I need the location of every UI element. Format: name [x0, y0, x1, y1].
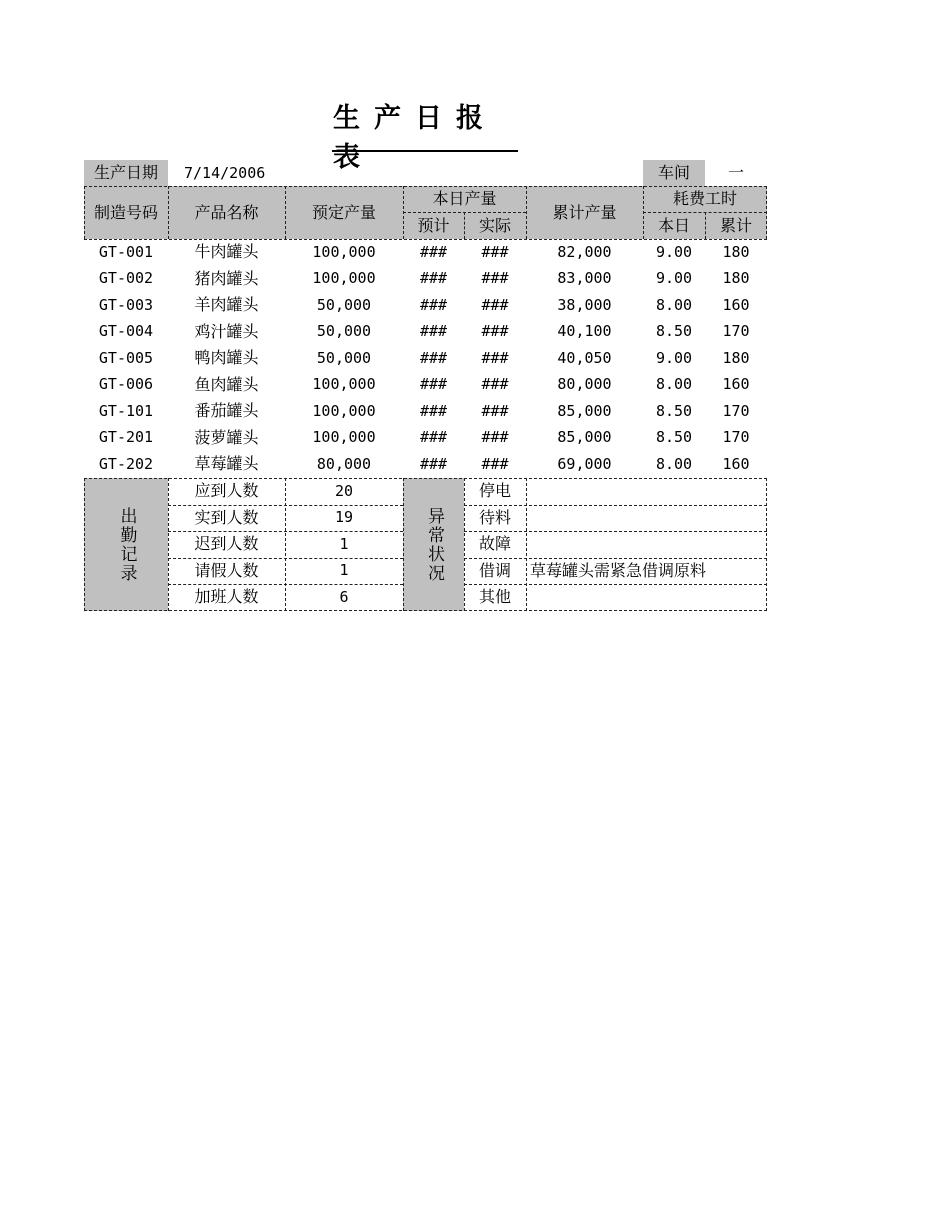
column-header-hours-total-label: 累计 — [719, 215, 752, 235]
row-cumulative[interactable]: 85,000 — [557, 401, 612, 420]
row-cumulative[interactable]: 69,000 — [557, 454, 612, 473]
anomaly-item-label[interactable]: 其他 — [478, 587, 511, 607]
row-name[interactable]: 猪肉罐头 — [194, 268, 259, 288]
row-planned[interactable]: 80,000 — [316, 454, 372, 473]
row-code[interactable]: GT-006 — [98, 375, 154, 393]
row-planned[interactable]: 100,000 — [312, 401, 376, 420]
row-estimate[interactable]: ### — [419, 295, 448, 314]
column-header-hours-label: 耗费工时 — [672, 189, 737, 208]
row-estimate[interactable]: ### — [419, 428, 448, 446]
table-row — [84, 239, 767, 265]
row-code[interactable]: GT-001 — [98, 242, 154, 261]
bottom-row-border — [464, 505, 767, 506]
column-header-hours-today-label: 本日 — [657, 215, 690, 235]
date-value-cell[interactable] — [180, 160, 290, 186]
workshop-value-cell[interactable] — [705, 160, 767, 186]
row-actual[interactable]: ### — [481, 269, 509, 287]
date-label-cell[interactable] — [84, 160, 168, 186]
row-cumulative[interactable]: 40,050 — [557, 348, 612, 367]
bottom-row-border — [464, 531, 767, 532]
row-actual[interactable]: ### — [481, 401, 509, 420]
column-header-hours[interactable] — [643, 186, 767, 212]
row-hours-today[interactable]: 8.00 — [655, 375, 693, 393]
row-hours-today[interactable]: 9.00 — [655, 242, 693, 261]
workshop-value: 一 — [727, 163, 744, 182]
title-underline — [332, 150, 518, 152]
column-header-today-estimate-label: 预计 — [417, 215, 450, 235]
anomaly-item-note[interactable] — [526, 584, 767, 611]
row-actual[interactable]: ### — [481, 322, 509, 340]
column-header-code[interactable] — [84, 186, 168, 239]
header-vline — [285, 186, 286, 239]
row-code[interactable]: GT-101 — [98, 401, 154, 420]
bottom-vline — [285, 478, 286, 611]
header-vline — [766, 186, 767, 239]
table-row — [84, 398, 767, 424]
column-header-planned[interactable] — [285, 186, 403, 239]
bottom-vline — [168, 478, 169, 611]
date-label: 生产日期 — [93, 163, 158, 182]
row-cumulative[interactable]: 85,000 — [557, 428, 612, 446]
bottom-vline — [526, 478, 527, 611]
row-cumulative[interactable]: 83,000 — [557, 269, 612, 287]
row-code[interactable]: GT-004 — [98, 322, 154, 340]
table-row — [84, 319, 767, 345]
row-cumulative[interactable]: 40,100 — [557, 322, 612, 340]
table-row — [84, 372, 767, 398]
anomaly-item-note[interactable]: 草莓罐头需紧急借调原料 — [530, 560, 707, 580]
row-name[interactable]: 鸡汁罐头 — [194, 321, 259, 341]
column-header-code-label: 制造号码 — [93, 202, 158, 222]
row-hours-today[interactable]: 8.50 — [655, 322, 693, 340]
row-code[interactable]: GT-202 — [98, 454, 154, 473]
row-cumulative[interactable]: 80,000 — [557, 375, 612, 393]
anomaly-item-label[interactable]: 停电 — [478, 481, 511, 501]
row-actual[interactable]: ### — [481, 454, 509, 473]
row-code[interactable]: GT-005 — [98, 348, 154, 367]
row-code[interactable]: GT-201 — [98, 428, 154, 446]
header-vline — [526, 186, 527, 239]
attendance-item-value[interactable]: 20 — [334, 481, 354, 500]
column-header-today-actual-label: 实际 — [478, 215, 511, 235]
bottom-vline — [84, 478, 85, 611]
bottom-vline — [403, 478, 404, 611]
row-planned[interactable]: 50,000 — [316, 322, 372, 340]
row-hours-today[interactable]: 8.00 — [655, 295, 693, 314]
table-row — [84, 266, 767, 292]
column-header-planned-label: 预定产量 — [311, 202, 376, 222]
table-row — [84, 292, 767, 318]
row-hours-total[interactable]: 180 — [722, 348, 750, 367]
bottom-row-border — [464, 584, 767, 585]
attendance-label-cell[interactable] — [84, 478, 168, 611]
row-hours-total[interactable]: 170 — [722, 322, 750, 340]
bottom-bottom-border — [84, 610, 767, 611]
header-vline — [705, 212, 706, 239]
row-hours-today[interactable]: 9.00 — [655, 269, 693, 287]
row-estimate[interactable]: ### — [419, 454, 448, 473]
row-actual[interactable]: ### — [481, 375, 509, 393]
row-code[interactable]: GT-003 — [98, 295, 154, 314]
workshop-label-cell[interactable] — [643, 160, 705, 186]
workshop-label: 车间 — [657, 163, 690, 182]
row-estimate[interactable]: ### — [419, 242, 448, 261]
row-estimate[interactable]: ### — [419, 269, 448, 287]
bottom-row-border — [464, 558, 767, 559]
row-estimate[interactable]: ### — [419, 375, 448, 393]
bottom-vline — [766, 478, 767, 611]
column-header-today-estimate[interactable] — [403, 212, 464, 239]
attendance-item-label[interactable]: 加班人数 — [194, 587, 259, 607]
header-vline — [643, 186, 644, 239]
row-name[interactable]: 鱼肉罐头 — [194, 374, 259, 394]
row-planned[interactable]: 50,000 — [316, 295, 372, 314]
row-actual[interactable]: ### — [481, 348, 509, 367]
row-actual[interactable]: ### — [481, 295, 509, 314]
header-vline — [84, 186, 85, 239]
table-row — [84, 425, 767, 451]
row-hours-today[interactable]: 8.00 — [655, 454, 693, 473]
row-planned[interactable]: 50,000 — [316, 348, 372, 367]
row-name[interactable]: 鸭肉罐头 — [194, 348, 259, 367]
anomaly-item-label[interactable]: 借调 — [478, 560, 511, 580]
row-name[interactable]: 草莓罐头 — [194, 454, 259, 473]
header-vline — [403, 186, 404, 239]
row-hours-total[interactable]: 160 — [722, 295, 750, 314]
bottom-top-border — [84, 478, 767, 479]
row-estimate[interactable]: ### — [419, 322, 448, 340]
column-header-hours-total[interactable] — [705, 212, 767, 239]
attendance-item-value[interactable]: 1 — [339, 561, 349, 580]
column-header-today-actual[interactable] — [464, 212, 526, 239]
row-estimate[interactable]: ### — [419, 348, 448, 367]
row-planned[interactable]: 100,000 — [312, 375, 376, 393]
row-name[interactable]: 菠萝罐头 — [194, 427, 259, 447]
attendance-item-label[interactable]: 实到人数 — [194, 507, 259, 527]
row-code[interactable]: GT-002 — [98, 269, 154, 287]
anomaly-item-note[interactable] — [526, 478, 767, 505]
row-planned[interactable]: 100,000 — [312, 269, 376, 287]
row-hours-total[interactable]: 170 — [722, 428, 750, 446]
column-header-hours-today[interactable] — [643, 212, 705, 239]
table-row — [84, 451, 767, 477]
row-actual[interactable]: ### — [481, 242, 509, 261]
row-hours-total[interactable]: 160 — [722, 375, 750, 393]
date-value: 7/14/2006 — [184, 163, 266, 182]
row-name[interactable]: 番茄罐头 — [194, 401, 259, 420]
attendance-item-label[interactable]: 迟到人数 — [194, 534, 259, 554]
attendance-item-value[interactable]: 6 — [339, 587, 349, 606]
bottom-vline — [464, 478, 465, 611]
attendance-item-label[interactable]: 应到人数 — [194, 481, 259, 501]
report-title: 生产日报表 — [333, 103, 497, 173]
row-cumulative[interactable]: 82,000 — [557, 242, 612, 261]
anomaly-item-note[interactable] — [526, 531, 767, 558]
row-hours-total[interactable]: 180 — [722, 242, 750, 261]
anomaly-label-cell[interactable] — [403, 478, 464, 611]
attendance-item-label[interactable]: 请假人数 — [194, 560, 259, 580]
row-name[interactable]: 牛肉罐头 — [194, 242, 259, 261]
row-planned[interactable]: 100,000 — [312, 428, 376, 446]
column-header-today-output-label: 本日产量 — [432, 189, 497, 208]
row-cumulative[interactable]: 38,000 — [557, 295, 612, 314]
row-hours-today[interactable]: 8.50 — [655, 401, 693, 420]
column-header-name[interactable] — [168, 186, 285, 239]
column-header-cumulative[interactable] — [526, 186, 643, 239]
anomaly-item-note[interactable] — [526, 505, 767, 532]
column-header-cumulative-label: 累计产量 — [552, 202, 617, 222]
anomaly-item-label[interactable]: 故障 — [478, 534, 511, 554]
row-name[interactable]: 羊肉罐头 — [194, 295, 259, 314]
table-row — [84, 345, 767, 371]
anomaly-label: 异常状况 — [424, 506, 444, 583]
row-hours-total[interactable]: 180 — [722, 269, 750, 287]
row-hours-today[interactable]: 9.00 — [655, 348, 693, 367]
column-header-name-label: 产品名称 — [194, 202, 259, 222]
row-planned[interactable]: 100,000 — [312, 242, 376, 261]
row-hours-total[interactable]: 170 — [722, 401, 750, 420]
row-estimate[interactable]: ### — [419, 401, 448, 420]
anomaly-item-label[interactable]: 待料 — [478, 507, 511, 527]
attendance-item-value[interactable]: 1 — [339, 534, 349, 553]
column-header-today-output[interactable] — [403, 186, 526, 212]
header-vline — [464, 212, 465, 239]
attendance-label: 出勤记录 — [116, 506, 137, 583]
row-hours-total[interactable]: 160 — [722, 454, 750, 473]
attendance-item-value[interactable]: 19 — [334, 508, 354, 527]
row-actual[interactable]: ### — [481, 428, 509, 446]
header-vline — [168, 186, 169, 239]
row-hours-today[interactable]: 8.50 — [655, 428, 693, 446]
header-top-border — [84, 186, 767, 187]
